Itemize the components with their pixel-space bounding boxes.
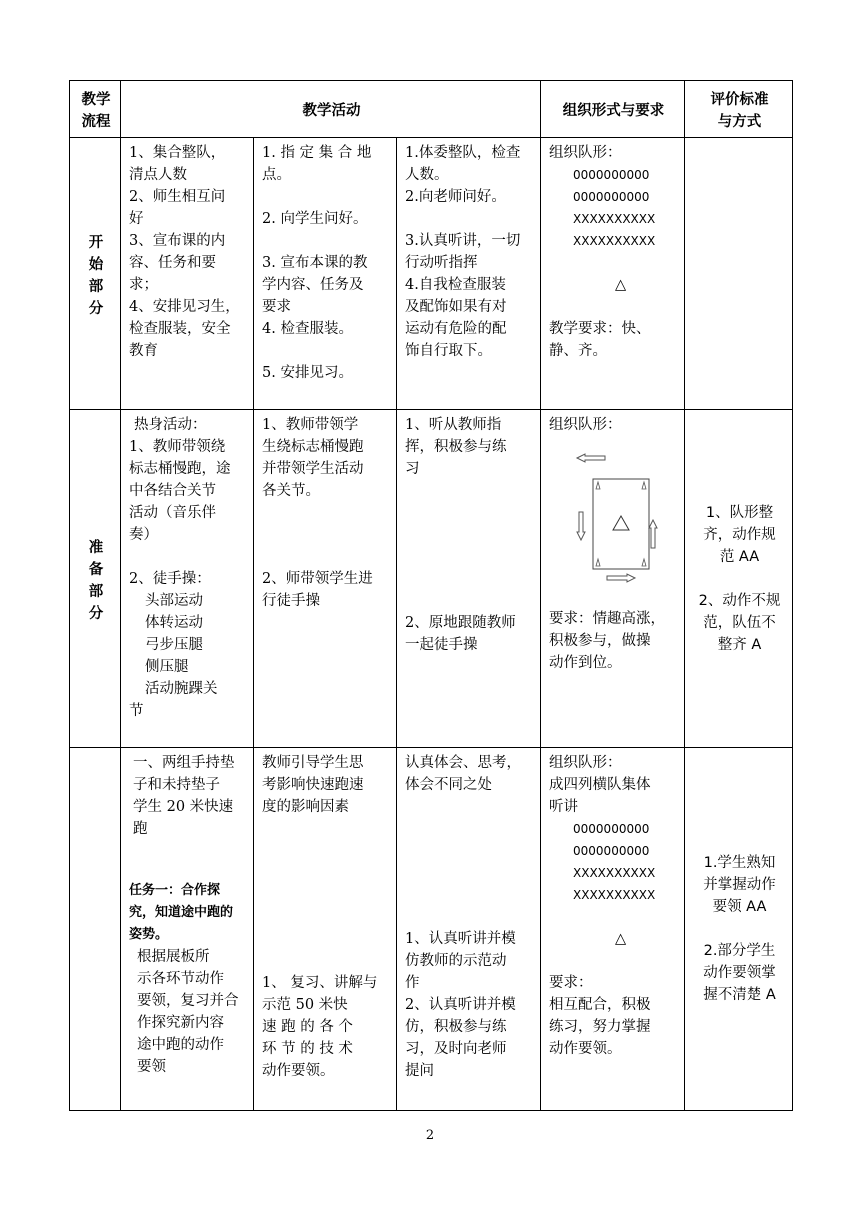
text-line: 1. 指 定 集 合 地 [262, 145, 372, 161]
start-student-steps [397, 138, 541, 410]
text-line: 侧压腿 [145, 659, 189, 675]
text-line: 提问 [405, 1063, 434, 1079]
text-line: 0000000000 [573, 844, 650, 858]
prep-teacher-content [121, 410, 254, 748]
text-line: 一起徒手操 [405, 637, 478, 653]
text-line: 容、任务和要 [129, 255, 216, 271]
header-flow [70, 81, 121, 138]
text-line: 3. 宣布本课的教 [262, 255, 368, 271]
section-main-label [70, 748, 121, 1111]
main-evaluation [685, 748, 793, 1111]
text-line [262, 230, 390, 252]
text-line: 成四列横队集体 [549, 777, 651, 793]
text-line: 行动听指挥 [405, 255, 478, 271]
arrow-left-icon [577, 454, 605, 462]
start-evaluation [685, 138, 793, 410]
text-line: 2、师生相互问 [129, 189, 226, 205]
section-prep-label [70, 410, 121, 748]
text-line: 度的影响因素 [262, 799, 349, 815]
flow-char: 备 [88, 561, 104, 578]
header-eval-line: 评价标准 [710, 92, 769, 108]
main-eval-lines [693, 852, 786, 1006]
main-teacher-demo [262, 972, 390, 1082]
header-flow-line: 流程 [81, 114, 111, 130]
text-line: 2.向老师问好。 [405, 189, 506, 205]
header-evaluation [685, 81, 793, 138]
org-label [549, 752, 678, 818]
text-line: 清点人数 [129, 167, 187, 183]
prep-organization [541, 410, 685, 748]
arrow-right-icon [607, 574, 635, 582]
text-line: 1、 复习、讲解与 [262, 975, 378, 991]
text-line: 作探究新内容 [137, 1015, 224, 1031]
text-line: 3、宣布课的内 [129, 233, 226, 249]
text-line: 练习，努力掌握 [549, 1019, 651, 1035]
text-line: 要求：情趣高涨， [549, 611, 666, 627]
text-line: 相互配合，积极 [549, 997, 651, 1013]
table-header-row [70, 81, 793, 138]
main-student-practice [405, 928, 534, 1082]
task-one-desc [129, 946, 247, 1078]
formation-grid [573, 818, 678, 906]
cone-icon [596, 482, 646, 566]
text-line: 行徒手操 [262, 593, 320, 609]
text-line: 示范 50 米快 [262, 997, 348, 1013]
text-line: 速 跑 的 各 个 [262, 1019, 353, 1035]
text-line: 1.学生熟知 [703, 855, 776, 871]
text-line: 组织队形： [549, 755, 622, 771]
org-label: 组织队形： [549, 417, 622, 433]
text-line: 运动有危险的配 [405, 321, 507, 337]
text-line: 弓步压腿 [145, 637, 203, 653]
teacher-position-symbol: △ [614, 277, 627, 293]
text-line: 头部运动 [145, 593, 203, 609]
formation-grid [573, 164, 678, 252]
text-line: 要领，复习并合 [137, 993, 239, 1009]
flow-char: 开 [88, 234, 104, 251]
header-activity: 教学活动 [121, 81, 541, 138]
exercise-list [129, 590, 247, 700]
text-line: 环 节 的 技 术 [262, 1041, 353, 1057]
text-line: 及配饰如果有对 [405, 299, 507, 315]
main-organization [541, 748, 685, 1111]
main-teacher-content [121, 748, 254, 1111]
text-line: 作 [405, 975, 420, 991]
warmup-title: 热身活动： [134, 417, 207, 433]
text-line: 要求 [262, 299, 291, 315]
text-line: 2、徒手操： [129, 571, 211, 587]
start-teacher-content [121, 138, 254, 410]
arrow-down-icon [577, 512, 585, 540]
text-line: 1.体委整队，检查 [405, 145, 521, 161]
text-line: 4、安排见习生， [129, 299, 240, 315]
text-line [262, 340, 390, 362]
text-line: 积极参与，做操 [549, 633, 651, 649]
text-line: 体会不同之处 [405, 777, 492, 793]
org-label: 组织队形： [549, 145, 622, 161]
prep-teacher-step2 [262, 568, 390, 612]
flow-char: 分 [88, 300, 104, 317]
text-line: 齐，动作规 [703, 526, 776, 543]
text-line: 中各结合关节 [129, 483, 216, 499]
text-line: 饰自行取下。 [405, 343, 492, 359]
text-line: 2、动作不规 [698, 592, 781, 609]
main-teacher-guide [262, 752, 390, 818]
prep-requirement [549, 608, 678, 674]
text-line: 0000000000 [573, 168, 650, 182]
text-line: 并带领学生活动 [262, 461, 364, 477]
text-line: 静、齐。 [549, 343, 608, 359]
text-line: 握不清楚 A [703, 987, 776, 1003]
text-line: 子和未持垫子 [133, 777, 220, 793]
text-line: 范，队伍不 [703, 614, 776, 631]
text-line: 根据展板所 [137, 949, 210, 965]
text-line: 一、两组手持垫 [133, 755, 235, 771]
exercise-list-tail: 节 [129, 703, 144, 719]
text-line: 1、听从教师指 [405, 417, 502, 433]
text-line: 教师引导学生思 [262, 755, 364, 771]
prep-evaluation [685, 410, 793, 748]
text-line: 要求： [549, 975, 593, 991]
warmup-lines [129, 436, 247, 590]
text-line [693, 568, 786, 590]
task-one-title [129, 880, 247, 946]
header-organization: 组织形式与要求 [541, 81, 685, 138]
text-line: 体转运动 [145, 615, 203, 631]
text-line: 动作到位。 [549, 655, 622, 671]
arrow-up-icon [649, 520, 657, 548]
text-line: 点。 [262, 167, 291, 183]
text-line: 范 AA [719, 548, 760, 565]
text-line: 途中跑的动作 [137, 1037, 224, 1053]
start-requirement [549, 318, 678, 362]
text-line: 1、教师带领学 [262, 417, 359, 433]
text-line: 1、集合整队， [129, 145, 226, 161]
text-line: 究，知道途中跑的 [129, 905, 234, 920]
text-line: 0000000000 [573, 190, 650, 204]
text-line: 1、队形整 [705, 504, 774, 521]
start-teacher-steps [254, 138, 397, 410]
text-line: 习 [405, 461, 420, 477]
text-line: 奏） [129, 527, 158, 543]
text-line: 2、认真听讲并模 [405, 997, 516, 1013]
text-line: 0000000000 [573, 822, 650, 836]
text-line: 任务一：合作探 [129, 883, 221, 898]
section-start-label [70, 138, 121, 410]
text-line: 动作要领。 [262, 1063, 335, 1079]
text-line: 仿，积极参与练 [405, 1019, 507, 1035]
text-line: 要领 [137, 1059, 166, 1075]
text-line: 2. 向学生问好。 [262, 211, 368, 227]
section-start-row [70, 138, 793, 410]
main-task-intro [129, 752, 247, 840]
text-line: 4.自我检查服装 [405, 277, 506, 293]
text-line [693, 918, 786, 940]
text-line: 活动腕踝关 [145, 681, 218, 697]
text-line: 检查服装，安全 [129, 321, 231, 337]
start-organization [541, 138, 685, 410]
text-line: XXXXXXXXXX [573, 866, 656, 880]
section-main-row [70, 748, 793, 1111]
text-line: 求； [129, 277, 158, 293]
text-line: 要领 AA [712, 899, 767, 915]
text-line: 并掌握动作 [703, 877, 776, 893]
jogging-route-diagram [571, 444, 661, 584]
text-line: XXXXXXXXXX [573, 234, 656, 248]
text-line: 考影响快速跑速 [262, 777, 364, 793]
page-number: 2 [425, 1128, 435, 1143]
text-line: 1、教师带领绕 [129, 439, 226, 455]
flow-char: 准 [88, 539, 104, 556]
text-line: 5. 安排见习。 [262, 365, 353, 381]
text-line: 动作要领掌 [703, 965, 776, 981]
text-line: 认真体会、思考， [405, 755, 521, 771]
text-line: 姿势。 [129, 927, 169, 942]
text-line: 学内容、任务及 [262, 277, 364, 293]
text-line [405, 208, 534, 230]
text-line: 教学要求：快、 [549, 321, 651, 337]
text-line: 学生 20 米快速 [133, 799, 234, 815]
text-line: 3.认真听讲，一切 [405, 233, 521, 249]
section-prep-row [70, 410, 793, 748]
text-line: 好 [129, 211, 144, 227]
text-line: XXXXXXXXXX [573, 888, 656, 902]
lesson-plan-table [69, 80, 793, 1111]
text-line: 听讲 [549, 799, 579, 815]
text-line: 仿教师的示范动 [405, 953, 507, 969]
teacher-position-symbol: △ [614, 931, 627, 947]
field-rectangle [593, 479, 649, 569]
text-line: 挥，积极参与练 [405, 439, 507, 455]
text-line: 生绕标志桶慢跑 [262, 439, 364, 455]
text-line: 标志桶慢跑，途 [129, 461, 231, 477]
prep-student-steps [397, 410, 541, 748]
text-line: 习，及时向老师 [405, 1041, 507, 1057]
text-line: 2.部分学生 [703, 943, 776, 959]
main-requirement [549, 972, 678, 1060]
text-line: 1、认真听讲并模 [405, 931, 516, 947]
prep-eval-lines [693, 502, 786, 656]
flow-char: 部 [88, 583, 104, 600]
text-line: 活动（音乐伴 [129, 505, 216, 521]
flow-char: 部 [88, 278, 104, 295]
prep-teacher-steps [254, 410, 397, 748]
text-line: 2、原地跟随教师 [405, 615, 516, 631]
text-line: 动作要领。 [549, 1041, 622, 1057]
text-line: 教育 [129, 343, 158, 359]
header-eval-line: 与方式 [717, 114, 762, 130]
text-line: 各关节。 [262, 483, 320, 499]
main-student-steps [397, 748, 541, 1111]
text-line: 整齐 A [717, 636, 762, 653]
text-line [262, 186, 390, 208]
main-teacher-steps [254, 748, 397, 1111]
text-line: XXXXXXXXXX [573, 212, 656, 226]
flow-char: 始 [88, 256, 104, 273]
text-line: 跑 [133, 821, 148, 837]
prep-student-step1 [405, 414, 534, 480]
main-student-think [405, 752, 534, 796]
prep-student-step2 [405, 612, 534, 656]
text-line: 2、师带领学生进 [262, 571, 373, 587]
header-flow-line: 教学 [81, 92, 111, 108]
text-line: 4. 检查服装。 [262, 321, 353, 337]
teacher-triangle-icon [613, 516, 629, 530]
prep-teacher-step1 [262, 414, 390, 502]
text-line [129, 546, 247, 568]
text-line: 示各环节动作 [137, 971, 224, 987]
flow-char: 分 [88, 605, 104, 622]
text-line: 人数。 [405, 167, 449, 183]
